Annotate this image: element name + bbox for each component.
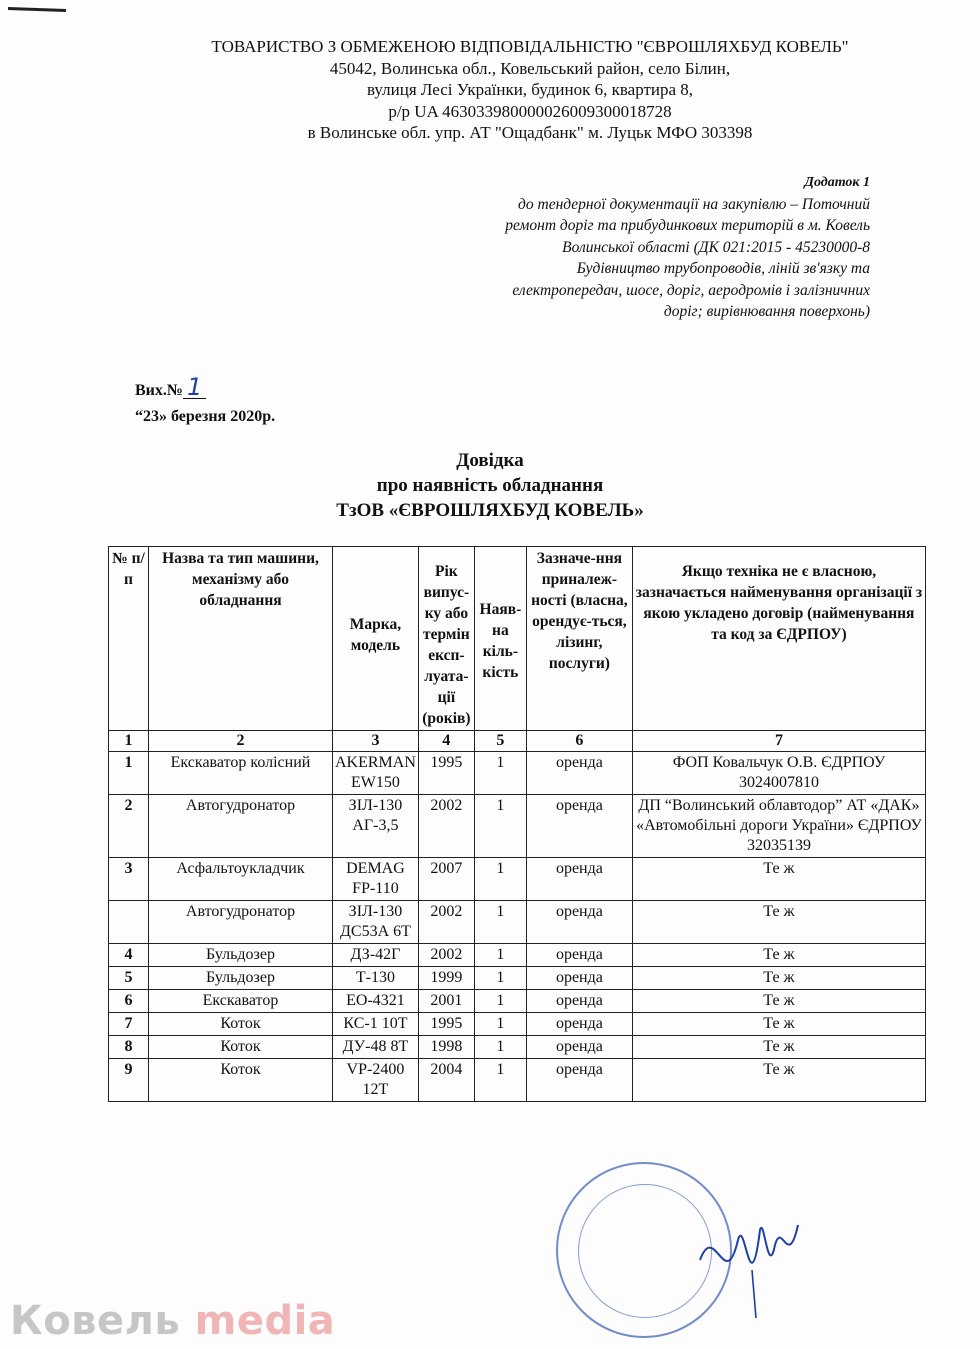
table-row — [109, 901, 926, 944]
cell-ownership: оренда — [526, 752, 632, 795]
column-number: 7 — [632, 731, 925, 752]
table-row — [109, 944, 926, 967]
annex-line: Волинської області (ДК 021:2015 - 45230000-8 — [562, 238, 870, 256]
table-row — [109, 967, 926, 990]
cell-organization: ФОП Ковальчук О.В. ЄДРПОУ 3024007810 — [632, 752, 925, 795]
cell-machine-name: Бульдозер — [149, 967, 333, 990]
cell-ownership: оренда — [526, 1036, 632, 1059]
header-ownership: Зазначе-ння приналеж-ності (власна, орендує-ться, лізинг, послуги) — [526, 547, 632, 731]
cell-organization: Те ж — [632, 967, 925, 990]
cell-ownership: оренда — [526, 901, 632, 944]
cell-quantity: 1 — [474, 901, 526, 944]
cell-machine-name: Екскаватор — [149, 990, 333, 1013]
header-number: № п/п — [109, 547, 149, 731]
watermark-part-2: media — [194, 1298, 336, 1344]
table-row — [109, 1036, 926, 1059]
document-company-line: ТзОВ «ЄВРОШЛЯХБУД КОВЕЛЬ» — [336, 500, 644, 521]
cell-quantity: 1 — [474, 752, 526, 795]
cell-ownership: оренда — [526, 858, 632, 901]
cell-organization: Те ж — [632, 858, 925, 901]
cell-row-number: 6 — [109, 990, 149, 1013]
cell-organization: Те ж — [632, 944, 925, 967]
cell-year: 2002 — [418, 944, 474, 967]
company-letterhead — [100, 36, 960, 144]
cell-model: AKERMAN EW150 — [333, 752, 419, 795]
cell-organization: Те ж — [632, 1036, 925, 1059]
cell-organization: Те ж — [632, 901, 925, 944]
cell-machine-name: Автогудронатор — [149, 901, 333, 944]
outgoing-number-label: Вих.№ — [135, 382, 183, 399]
cell-model: КС-1 10Т — [333, 1013, 419, 1036]
outgoing-date: “23» березня 2020р. — [135, 408, 276, 425]
cell-quantity: 1 — [474, 967, 526, 990]
cell-machine-name: Автогудронатор — [149, 795, 333, 858]
letterhead-address-2: вулиця Лесі Українки, будинок 6, квартира 8, — [366, 80, 694, 99]
header-machine-name: Назва та тип машини, механізму або обладнання — [149, 547, 333, 731]
annex-line: електропередач, шосе, доріг, аеродромів і залізничних — [512, 281, 870, 299]
header-organization: Якщо техніка не є власною, зазначається найменування організації з якою укладено договір (найменування та код за ЄДРПОУ) — [632, 547, 925, 731]
cell-year: 2002 — [418, 795, 474, 858]
cell-row-number: 5 — [109, 967, 149, 990]
column-number: 5 — [474, 731, 526, 752]
table-row — [109, 858, 926, 901]
outgoing-number-handwritten: 1 — [183, 376, 206, 399]
cell-model: ЗІЛ-130 АГ-3,5 — [333, 795, 419, 858]
equipment-table — [108, 546, 926, 1102]
cell-year: 1998 — [418, 1036, 474, 1059]
cell-quantity: 1 — [474, 1059, 526, 1102]
cell-quantity: 1 — [474, 944, 526, 967]
header-quantity: Наяв-на кіль-кість — [474, 547, 526, 731]
outgoing-reference — [135, 373, 276, 430]
cell-model: DEMAG FP-110 — [333, 858, 419, 901]
header-model: Марка, модель — [333, 547, 419, 731]
document-subtitle-line: про наявність обладнання — [376, 475, 604, 496]
watermark-part-1: Ковель — [10, 1298, 181, 1344]
cell-row-number: 4 — [109, 944, 149, 967]
cell-machine-name: Бульдозер — [149, 944, 333, 967]
document-title-line: Довідка — [456, 450, 524, 471]
table-row — [109, 1013, 926, 1036]
cell-model: ДЗ-42Г — [333, 944, 419, 967]
column-number: 4 — [418, 731, 474, 752]
cell-organization: Те ж — [632, 990, 925, 1013]
cell-year: 2004 — [418, 1059, 474, 1102]
column-number: 6 — [526, 731, 632, 752]
cell-quantity: 1 — [474, 795, 526, 858]
letterhead-bank-account: р/р UA 463033980000026009300018728 — [388, 101, 672, 121]
cell-year: 2007 — [418, 858, 474, 901]
cell-ownership: оренда — [526, 1013, 632, 1036]
cell-machine-name: Екскаватор колісний — [149, 752, 333, 795]
cell-quantity: 1 — [474, 1013, 526, 1036]
cell-row-number: 2 — [109, 795, 149, 858]
cell-row-number — [109, 901, 149, 944]
cell-machine-name: Коток — [149, 1036, 333, 1059]
column-number: 3 — [333, 731, 419, 752]
cell-quantity: 1 — [474, 990, 526, 1013]
table-row — [109, 1059, 926, 1102]
annex-note — [505, 172, 870, 323]
cell-organization: Те ж — [632, 1059, 925, 1102]
cell-model: Т-130 — [333, 967, 419, 990]
annex-line: доріг; вирівнювання поверхонь) — [663, 303, 870, 320]
cell-row-number: 8 — [109, 1036, 149, 1059]
table-row — [109, 795, 926, 858]
annex-title: Додаток 1 — [804, 175, 870, 190]
handwritten-signature — [690, 1200, 810, 1320]
cell-ownership: оренда — [526, 967, 632, 990]
cell-machine-name: Коток — [149, 1059, 333, 1102]
letterhead-address-1: 45042, Волинська обл., Ковельський район, село Білин, — [329, 58, 731, 78]
cell-ownership: оренда — [526, 1059, 632, 1102]
cell-model: VP-2400 12Т — [333, 1059, 419, 1102]
cell-row-number: 3 — [109, 858, 149, 901]
table-row — [109, 990, 926, 1013]
annex-line: до тендерної документації на закупівлю – Поточний — [518, 195, 870, 213]
cell-organization: ДП “Волинський облавтодор” АТ «ДАК» «Автомобільні дороги України» ЄДРПОУ 32035139 — [632, 795, 925, 858]
annex-line: Будівництво трубопроводів, ліній зв'язку та — [576, 260, 870, 277]
cell-year: 1999 — [418, 967, 474, 990]
cell-row-number: 9 — [109, 1059, 149, 1102]
letterhead-company-name: ТОВАРИСТВО З ОБМЕЖЕНОЮ ВІДПОВІДАЛЬНІСТЮ "ЄВРОШЛЯХБУД КОВЕЛЬ" — [211, 37, 849, 56]
cell-quantity: 1 — [474, 858, 526, 901]
cell-ownership: оренда — [526, 795, 632, 858]
cell-row-number: 1 — [109, 752, 149, 795]
table-header-row — [109, 547, 926, 731]
column-number-row — [109, 731, 926, 752]
watermark-logo — [10, 1298, 335, 1344]
document-title — [0, 448, 980, 523]
cell-ownership: оренда — [526, 944, 632, 967]
scan-artifact-mark — [8, 7, 66, 12]
cell-year: 2002 — [418, 901, 474, 944]
header-year: Рік випус-ку або термін експ-луата-ції (років) — [418, 547, 474, 731]
cell-year: 2001 — [418, 990, 474, 1013]
annex-line: ремонт доріг та прибудинкових територій в м. Ковель — [505, 217, 870, 234]
letterhead-bank-name: в Волинське обл. упр. АТ "Ощадбанк" м. Луцьк МФО 303398 — [307, 123, 753, 142]
cell-organization: Те ж — [632, 1013, 925, 1036]
cell-year: 1995 — [418, 752, 474, 795]
cell-ownership: оренда — [526, 990, 632, 1013]
cell-model: ЗІЛ-130 ДС53А 6Т — [333, 901, 419, 944]
cell-quantity: 1 — [474, 1036, 526, 1059]
cell-model: ДУ-48 8Т — [333, 1036, 419, 1059]
column-number: 2 — [149, 731, 333, 752]
column-number: 1 — [109, 731, 149, 752]
cell-row-number: 7 — [109, 1013, 149, 1036]
cell-year: 1995 — [418, 1013, 474, 1036]
cell-model: ЕО-4321 — [333, 990, 419, 1013]
cell-machine-name: Асфальтоукладчик — [149, 858, 333, 901]
table-row — [109, 752, 926, 795]
cell-machine-name: Коток — [149, 1013, 333, 1036]
